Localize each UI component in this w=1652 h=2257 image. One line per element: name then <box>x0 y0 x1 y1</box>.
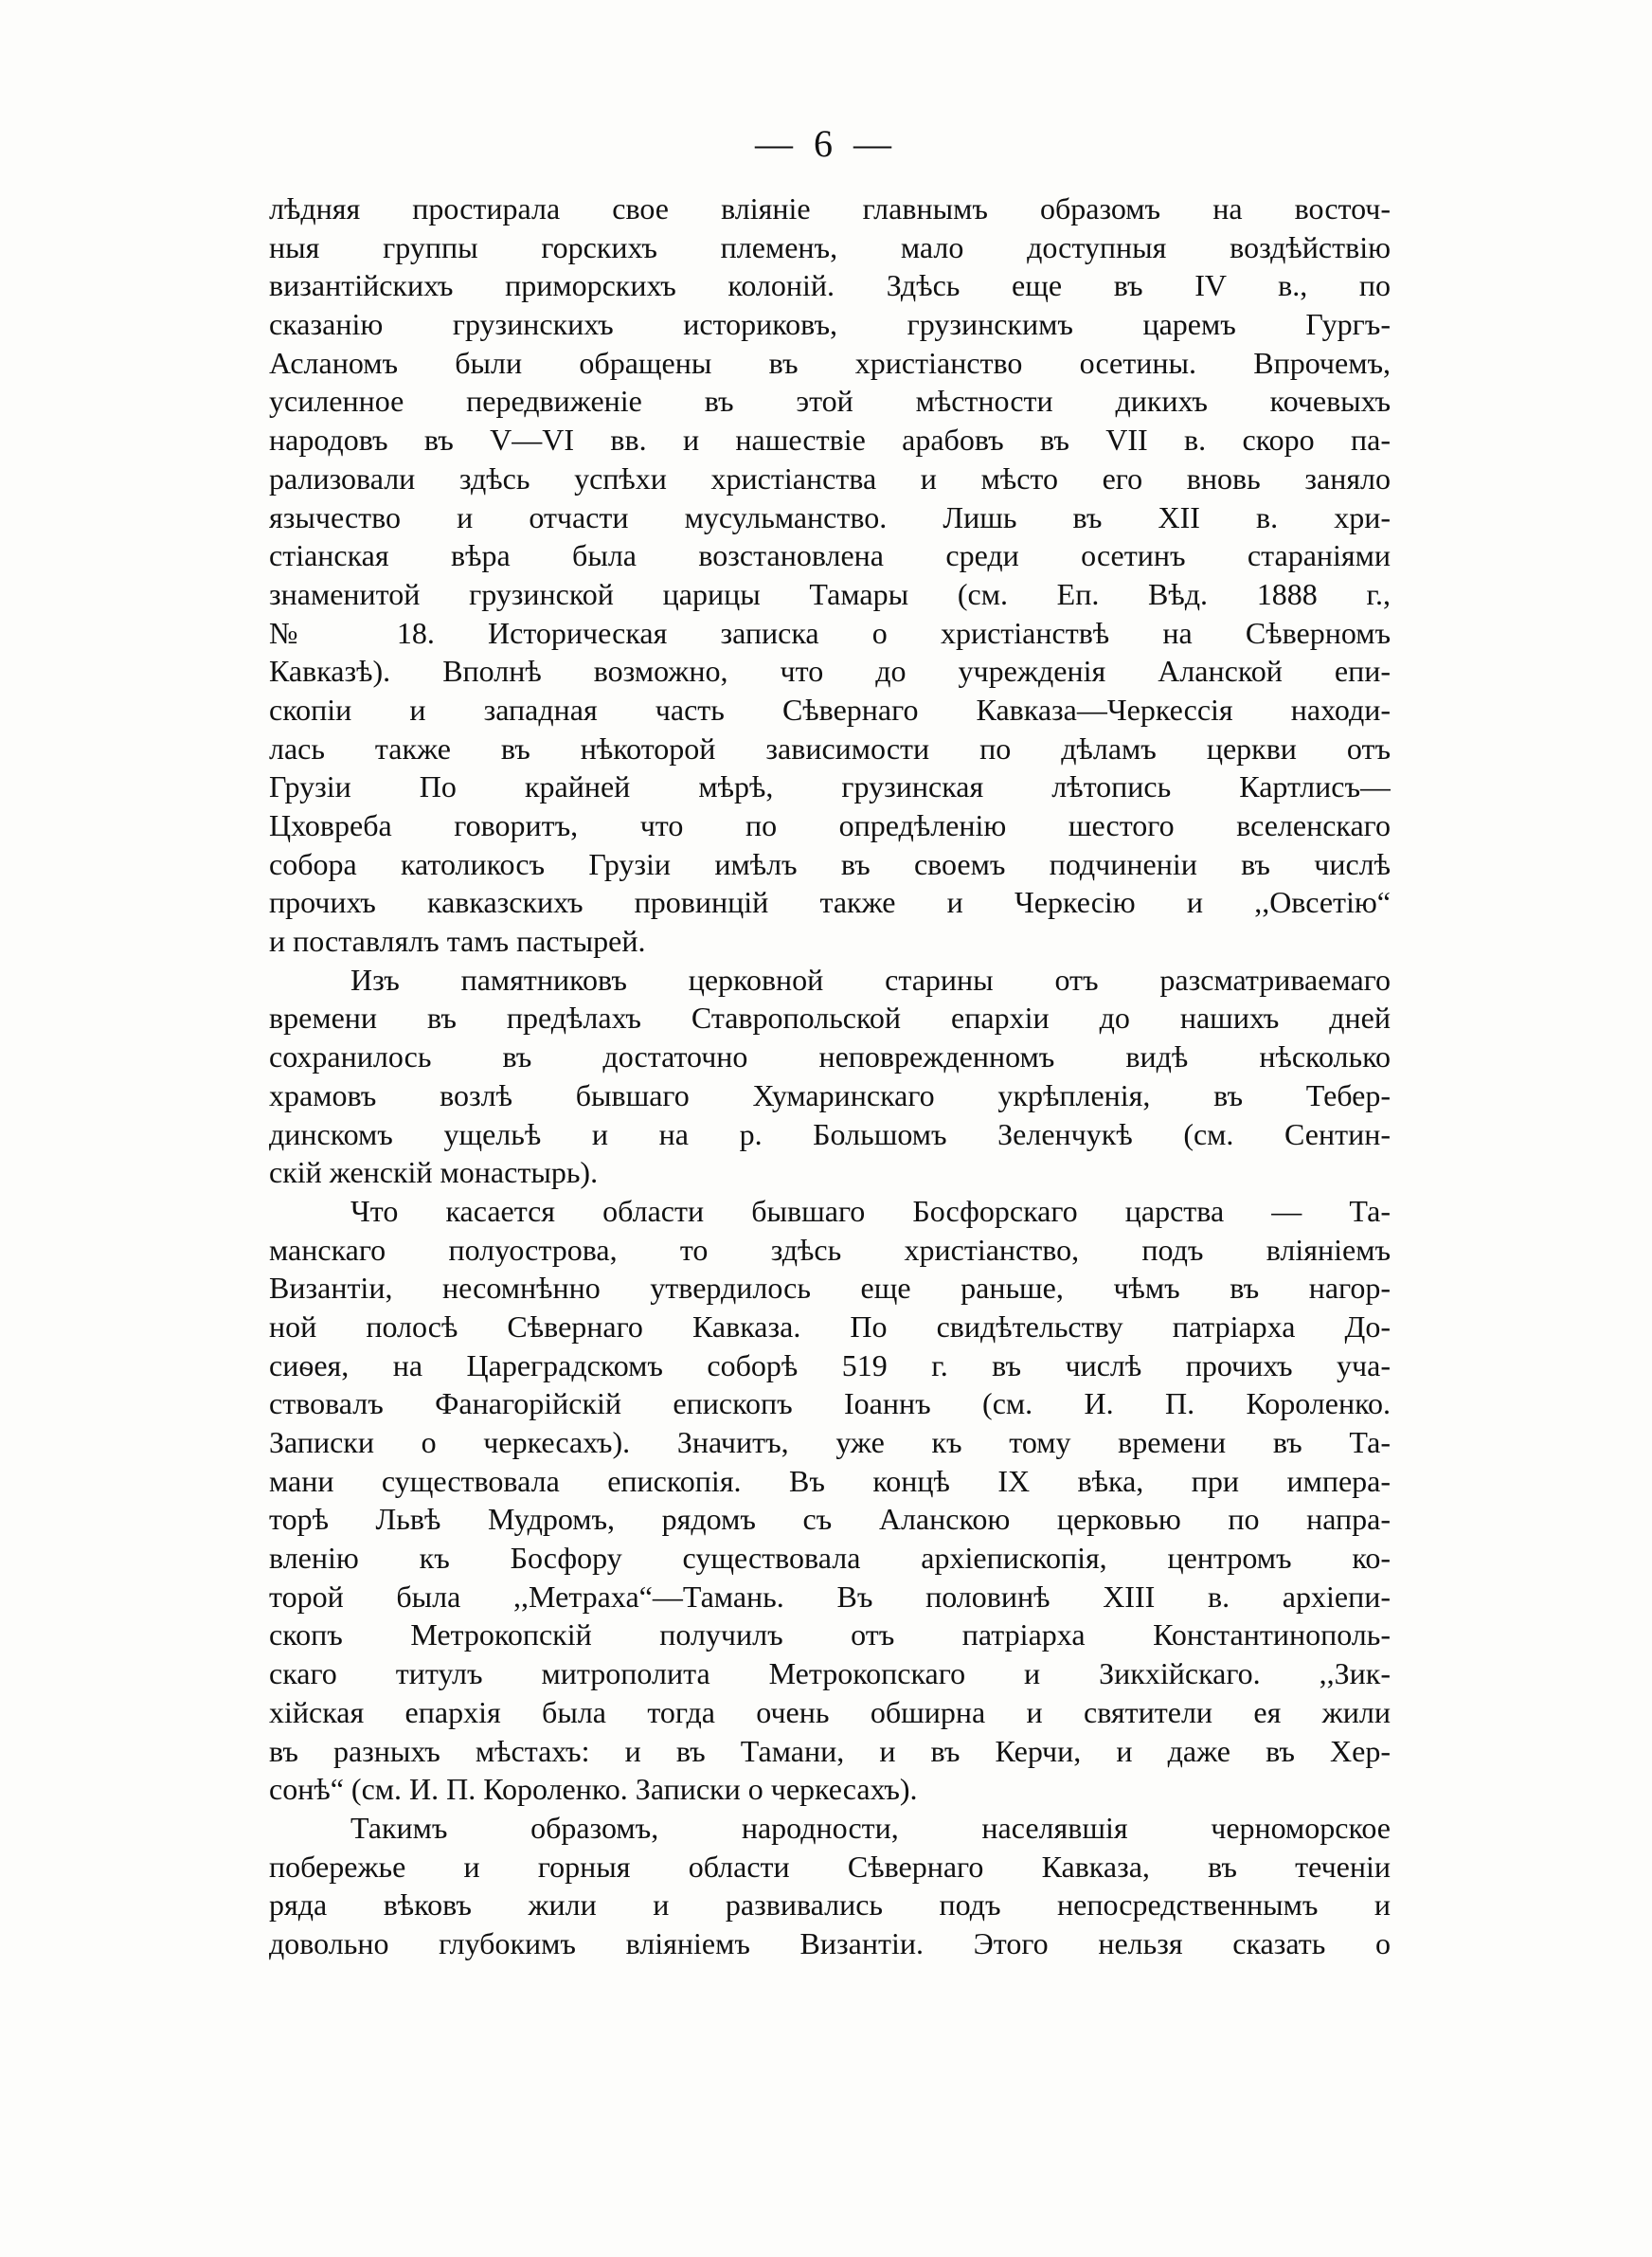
text-line: торой была ,,Метраха“—Тамань. Въ половинѣ XIII в. архіепи- <box>269 1579 1391 1614</box>
text-line: Такимъ образомъ, народности, населявшія черноморское <box>350 1810 1391 1845</box>
text-line: лѣдняя простирала свое вліяніе главнымъ образомъ на восточ- <box>269 191 1391 226</box>
text-line: Записки о черкесахъ). Значитъ, уже къ тому времени въ Та- <box>269 1425 1391 1459</box>
text-line: Изъ памятниковъ церковной старины отъ разсматриваемаго <box>350 962 1391 997</box>
text-line: храмовъ возлѣ бывшаго Хумаринскаго укрѣпленія, въ Тебер- <box>269 1077 1391 1112</box>
body-text <box>269 190 1391 1963</box>
text-line: манскаго полуострова, то здѣсь христіанство, подъ вліяніемъ <box>269 1232 1391 1267</box>
text-line: скій женскій монастырь). <box>269 1155 599 1190</box>
text-line: времени въ предѣлахъ Ставропольской епархіи до нашихъ дней <box>269 1001 1391 1036</box>
text-line: торѣ Львѣ Мудромъ, рядомъ съ Аланскою церковью по напра- <box>269 1502 1391 1537</box>
text-line: динскомъ ущельѣ и на р. Большомъ Зеленчукѣ (см. Сентин- <box>269 1116 1391 1151</box>
text-line: ной полосѣ Сѣвернаго Кавказа. По свидѣтельству патріарха До- <box>269 1309 1391 1344</box>
text-line: ныя группы горскихъ племенъ, мало доступныя воздѣйствію <box>269 229 1391 264</box>
text-line: рализовали здѣсь успѣхи христіанства и мѣсто его вновь заняло <box>269 460 1391 496</box>
text-line: собора католикосъ Грузіи имѣлъ въ своемъ подчиненіи въ числѣ <box>269 846 1391 881</box>
text-line: стіанская вѣра была возстановлена среди осетинъ стараніями <box>269 538 1391 573</box>
text-line: скопіи и западная часть Сѣвернаго Кавказа—Черкессія находи- <box>269 692 1391 727</box>
text-line: мани существовала епископія. Въ концѣ IX вѣка, при импера- <box>269 1463 1391 1498</box>
text-line: знаменитой грузинской царицы Тамары (см. Еп. Вѣд. 1888 г., <box>269 576 1391 611</box>
text-line: Кавказѣ). Вполнѣ возможно, что до учрежденія Аланской епи- <box>269 654 1391 689</box>
text-line: Что касается области бывшаго Босфорскаго царства — Та- <box>350 1193 1391 1228</box>
text-line: лась также въ нѣкоторой зависимости по дѣламъ церкви отъ <box>269 731 1391 766</box>
page-number: — 6 — <box>755 122 897 165</box>
text-line: и поставлялъ тамъ пастырей. <box>269 924 646 959</box>
text-line: Грузіи По крайней мѣрѣ, грузинская лѣтопись Картлисъ— <box>269 769 1391 804</box>
text-line: язычество и отчасти мусульманство. Лишь въ XII в. хри- <box>269 499 1391 534</box>
text-line: въ разныхъ мѣстахъ: и въ Тамани, и въ Керчи, и даже въ Хер- <box>269 1733 1391 1768</box>
text-line: народовъ въ V—VI вв. и нашествіе арабовъ въ VII в. скоро па- <box>269 423 1391 458</box>
text-line: сиѳея, на Цареградскомъ соборѣ 519 г. въ числѣ прочихъ уча- <box>269 1347 1391 1382</box>
paragraph-1 <box>269 190 1391 961</box>
text-line: вленію къ Босфору существовала архіепископія, центромъ ко- <box>269 1541 1391 1576</box>
text-line: Византіи, несомнѣнно утвердилось еще раньше, чѣмъ въ нагор- <box>269 1271 1391 1306</box>
text-line: византійскихъ приморскихъ колоній. Здѣсь еще въ IV в., по <box>269 268 1391 303</box>
text-line: прочихъ кавказскихъ провинцій также и Черкесію и ,,Овсетію“ <box>269 885 1391 920</box>
text-line: Цховреба говоритъ, что по опредѣленію шестого вселенскаго <box>269 808 1391 842</box>
text-line: Асланомъ были обращены въ христіанство осетины. Впрочемъ, <box>269 345 1391 380</box>
text-line: скаго титулъ митрополита Метрокопскаго и Зикхійскаго. ,,Зик- <box>269 1656 1391 1691</box>
paragraph-2 <box>269 961 1391 1192</box>
text-line: довольно глубокимъ вліяніемъ Византіи. Этого нельзя сказать о <box>269 1925 1391 1960</box>
text-line: ствовалъ Фанагорійскій епископъ Іоаннъ (см. И. П. Короленко. <box>269 1386 1391 1421</box>
text-line: сонѣ“ (см. И. П. Короленко. Записки о черкесахъ). <box>269 1772 918 1807</box>
text-line: ряда вѣковъ жили и развивались подъ непосредственнымъ и <box>269 1887 1391 1923</box>
paragraph-3 <box>269 1192 1391 1809</box>
text-line: сказанію грузинскихъ историковъ, грузинскимъ царемъ Гургъ- <box>269 307 1391 342</box>
text-line: сохранилось въ достаточно неповрежденномъ видѣ нѣсколько <box>269 1039 1391 1074</box>
text-line: усиленное передвиженіе въ этой мѣстности дикихъ кочевыхъ <box>269 384 1391 419</box>
text-line: хійская епархія была тогда очень обширна и святители ея жили <box>269 1694 1391 1729</box>
paragraph-4 <box>269 1809 1391 1963</box>
text-line: № 18. Историческая записка о христіанствѣ на Сѣверномъ <box>269 615 1391 650</box>
text-line: побережье и горныя области Сѣвернаго Кавказа, въ теченіи <box>269 1849 1391 1884</box>
text-line: скопъ Метрокопскій получилъ отъ патріарха Константинополь- <box>269 1617 1391 1652</box>
